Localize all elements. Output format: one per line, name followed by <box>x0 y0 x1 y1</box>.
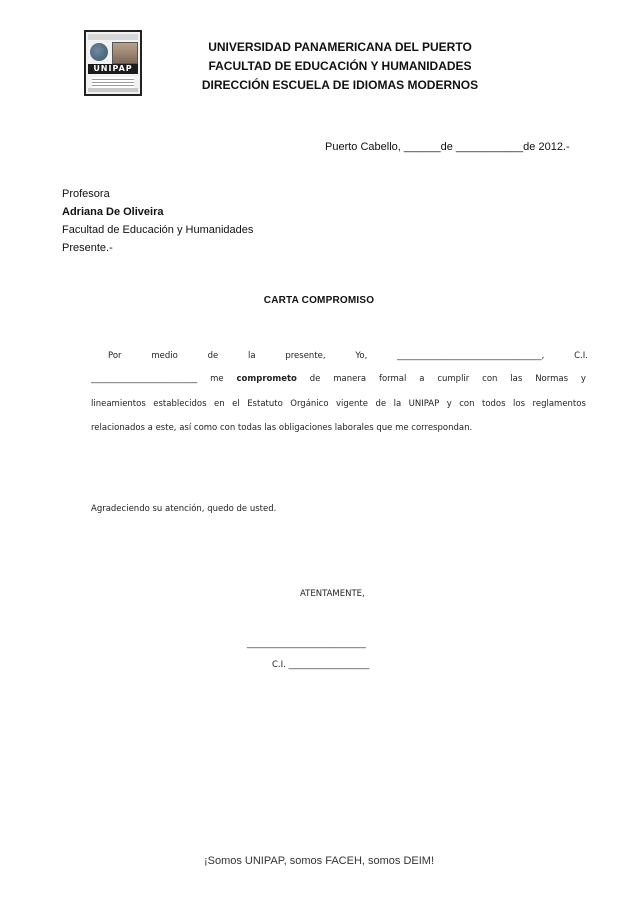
recipient-name: Adriana De Oliveira <box>62 206 164 218</box>
word: la <box>393 399 402 409</box>
word: Estatuto <box>247 399 283 409</box>
body-line-4: relacionados a este, así como con todas las obligaciones laborales que me correspondan. <box>91 423 473 433</box>
word: a <box>419 374 425 384</box>
word: cumplir <box>437 374 470 384</box>
word: lineamientos <box>91 399 146 409</box>
university-name: UNIVERSIDAD PANAMERICANA DEL PUERTO <box>208 40 472 54</box>
footer-slogan: ¡Somos UNIPAP, somos FACEH, somos DEIM! <box>203 855 435 867</box>
atentamente: ATENTAMENTE, <box>300 589 365 599</box>
word: de <box>375 399 387 409</box>
date-line: Puerto Cabello, ______de ___________de 2012.- <box>325 141 570 153</box>
word: formal <box>378 374 407 384</box>
body-line-3 <box>91 399 586 409</box>
recipient-presente: Presente.- <box>62 242 113 254</box>
word: vigente <box>336 399 368 409</box>
ci-blank: _________________________ <box>91 374 198 384</box>
word: reglamentos <box>532 399 586 409</box>
closing-text: Agradeciendo su atención, quedo de usted. <box>91 504 277 514</box>
word: el <box>232 399 240 409</box>
body-line-1 <box>108 351 588 361</box>
word: Por <box>108 351 122 361</box>
ci-line: C.I. ___________________ <box>272 660 370 670</box>
word-bold: comprometo <box>236 374 297 384</box>
word: Orgánico <box>290 399 329 409</box>
recipient-role: Profesora <box>62 188 110 200</box>
school-name: DIRECCIÓN ESCUELA DE IDIOMAS MODERNOS <box>201 78 479 92</box>
word: con <box>482 374 498 384</box>
body-line-2 <box>91 374 586 384</box>
word: de <box>309 374 321 384</box>
word: manera <box>333 374 367 384</box>
word: las <box>510 374 523 384</box>
word: todos <box>482 399 506 409</box>
building-icon <box>112 42 138 64</box>
word: con <box>459 399 475 409</box>
word: UNIPAP <box>408 399 440 409</box>
unipap-logo <box>84 30 142 96</box>
word: los <box>513 399 526 409</box>
word: presente, <box>285 351 326 361</box>
word: Yo, <box>355 351 368 361</box>
word: Normas <box>535 374 569 384</box>
letter-title: CARTA COMPROMISO <box>263 295 375 306</box>
word: establecidos <box>153 399 207 409</box>
recipient-block <box>62 185 253 257</box>
word: la <box>247 351 256 361</box>
signature-line: ____________________________ <box>247 639 366 649</box>
name-blank: __________________________________, <box>397 351 545 361</box>
logo-band: UNIPAP <box>88 64 138 74</box>
faculty-name: FACULTAD DE EDUCACIÓN Y HUMANIDADES <box>208 59 472 73</box>
word: C.I. <box>574 351 588 361</box>
word: de <box>207 351 219 361</box>
word: y <box>446 399 452 409</box>
letterhead <box>150 38 530 95</box>
recipient-faculty: Facultad de Educación y Humanidades <box>62 224 254 236</box>
word: medio <box>151 351 178 361</box>
word: me <box>210 374 224 384</box>
globe-icon <box>90 43 108 61</box>
word: y <box>580 374 586 384</box>
word: en <box>214 399 225 409</box>
